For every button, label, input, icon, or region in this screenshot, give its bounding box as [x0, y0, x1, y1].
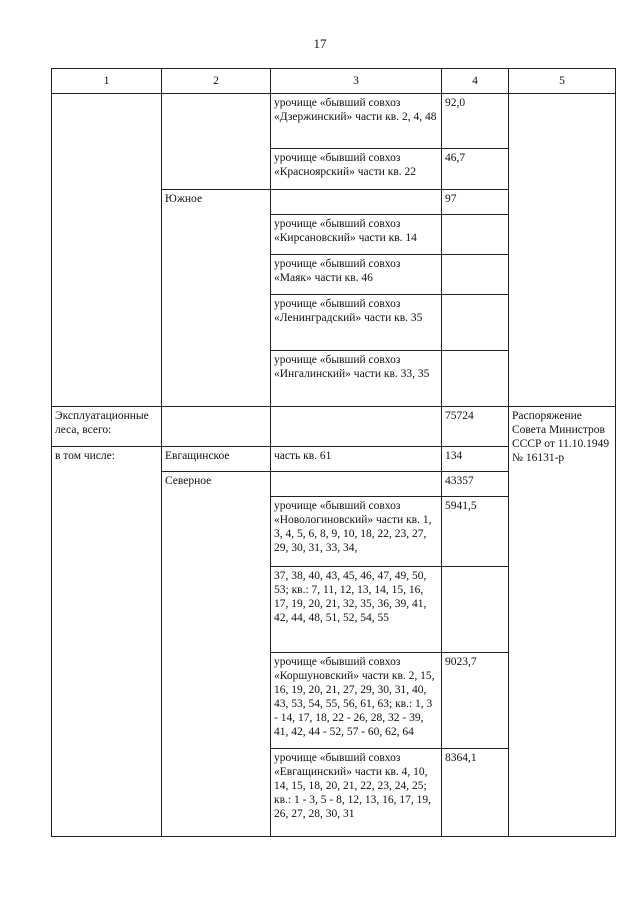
cell-c2: Северное	[162, 472, 271, 837]
cell-c1: Эксплуатационные леса, всего:	[52, 407, 162, 447]
header-row	[52, 69, 616, 94]
header-cell-3: 3	[271, 69, 442, 94]
header-cell-2: 2	[162, 69, 271, 94]
cell-c3: урочище «бывший совхоз «Евгащинский» части кв. 4, 10, 14, 15, 18, 20, 21, 22, 23, 24, 25; кв.: 1 - 3, 5 - 8, 12, 13, 16, 17, 19, 26, 27, 28, 30, 31	[271, 749, 442, 837]
cell-c3	[271, 190, 442, 215]
cell-c5: Распоряжение Совета Министров СССР от 11.10.1949 № 16131-р	[509, 407, 616, 837]
cell-c4: 97	[442, 190, 509, 215]
cell-c4: 46,7	[442, 149, 509, 190]
cell-c4	[442, 215, 509, 255]
cell-c3	[271, 407, 442, 447]
cell-c4: 9023,7	[442, 653, 509, 749]
cell-c5	[509, 94, 616, 407]
cell-c3: урочище «бывший совхоз «Новологиновский» части кв. 1, 3, 4, 5, 6, 8, 9, 10, 18, 22, 23, 27, 29, 30, 31, 33, 34,	[271, 497, 442, 567]
table-row	[52, 94, 616, 149]
cell-c4: 134	[442, 447, 509, 472]
cell-c3: урочище «бывший совхоз «Коршуновский» части кв. 2, 15, 16, 19, 20, 21, 27, 29, 30, 31, 40, 43, 53, 54, 55, 56, 61, 63; кв.: 1, 3 - 14, 17, 18, 22 - 26, 28, 32 - 39, 41, 42, 44 - 52, 57 - 60, 62, 64	[271, 653, 442, 749]
cell-c3: 37, 38, 40, 43, 45, 46, 47, 49, 50, 53; кв.: 7, 11, 12, 13, 14, 15, 16, 17, 19, 20, 21, 32, 35, 36, 39, 41, 42, 44, 48, 51, 52, 54, 55	[271, 567, 442, 653]
cell-c4: 8364,1	[442, 749, 509, 837]
cell-c2	[162, 407, 271, 447]
cell-c3: урочище «бывший совхоз «Дзержинский» части кв. 2, 4, 48	[271, 94, 442, 149]
cell-c3: урочище «бывший совхоз «Ингалинский» части кв. 33, 35	[271, 351, 442, 407]
cell-c4	[442, 295, 509, 351]
forest-table	[51, 68, 616, 837]
header-cell-5: 5	[509, 69, 616, 94]
cell-c4	[442, 567, 509, 653]
cell-c3: урочище «бывший совхоз «Ленинградский» части кв. 35	[271, 295, 442, 351]
cell-c4: 5941,5	[442, 497, 509, 567]
cell-c2	[162, 94, 271, 190]
cell-c2: Евгащинское	[162, 447, 271, 472]
cell-c3: урочище «бывший совхоз «Красноярский» части кв. 22	[271, 149, 442, 190]
table-row	[52, 407, 616, 447]
cell-c4: 75724	[442, 407, 509, 447]
cell-c3: часть кв. 61	[271, 447, 442, 472]
cell-c4	[442, 255, 509, 295]
cell-c4: 92,0	[442, 94, 509, 149]
header-cell-1: 1	[52, 69, 162, 94]
cell-c2: Южное	[162, 190, 271, 407]
cell-c4	[442, 351, 509, 407]
cell-c3: урочище «бывший совхоз «Кирсановский» части кв. 14	[271, 215, 442, 255]
header-cell-4: 4	[442, 69, 509, 94]
cell-c4: 43357	[442, 472, 509, 497]
cell-c3	[271, 472, 442, 497]
cell-c1: в том числе:	[52, 447, 162, 837]
page-number: 17	[313, 36, 327, 51]
cell-c1	[52, 94, 162, 407]
cell-c3: урочище «бывший совхоз «Маяк» части кв. 46	[271, 255, 442, 295]
